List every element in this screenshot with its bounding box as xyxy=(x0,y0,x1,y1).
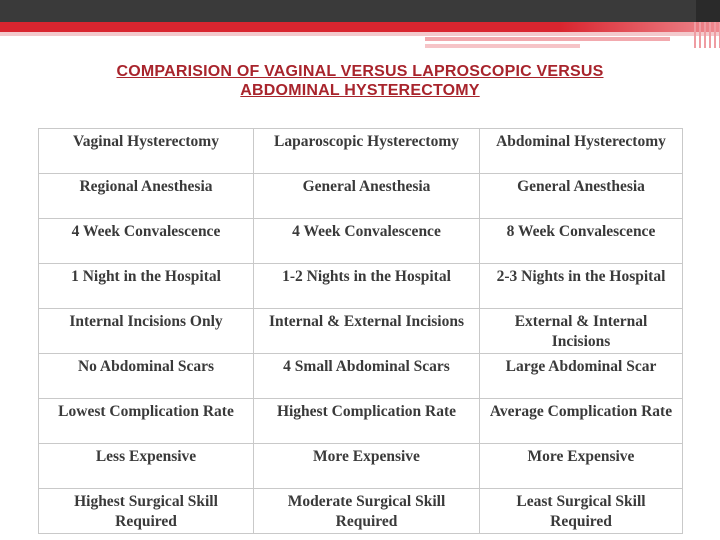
slide-title xyxy=(40,62,680,100)
header-accent-bar-short xyxy=(425,44,580,48)
table-cell-abdominal: 8 Week Convalescence xyxy=(480,219,683,264)
table-cell-abdominal: General Anesthesia xyxy=(480,174,683,219)
comparison-table xyxy=(38,128,683,534)
table-row xyxy=(39,354,683,399)
table-cell-vaginal: 1 Night in the Hospital xyxy=(39,264,254,309)
table-cell-vaginal: Internal Incisions Only xyxy=(39,309,254,354)
table-cell-laparoscopic: 4 Week Convalescence xyxy=(254,219,480,264)
table-cell-vaginal: 4 Week Convalescence xyxy=(39,219,254,264)
header-pink-strip xyxy=(0,32,720,36)
table-cell-laparoscopic: More Expensive xyxy=(254,444,480,489)
table-cell-abdominal: More Expensive xyxy=(480,444,683,489)
table-cell-laparoscopic: 1-2 Nights in the Hospital xyxy=(254,264,480,309)
table-cell-vaginal: Lowest Complication Rate xyxy=(39,399,254,444)
table-cell-laparoscopic: Moderate Surgical Skill Required xyxy=(254,489,480,534)
table-cell-abdominal: 2-3 Nights in the Hospital xyxy=(480,264,683,309)
table-row xyxy=(39,219,683,264)
table-cell-laparoscopic: Internal & External Incisions xyxy=(254,309,480,354)
table-row xyxy=(39,399,683,444)
table-cell-abdominal: Large Abdominal Scar xyxy=(480,354,683,399)
table-row xyxy=(39,309,683,354)
table-cell-abdominal: Abdominal Hysterectomy xyxy=(480,129,683,174)
table-row xyxy=(39,444,683,489)
header-dark-band-end xyxy=(696,0,720,22)
table-row xyxy=(39,264,683,309)
header-dark-band xyxy=(0,0,720,22)
header-corner-stripes xyxy=(694,22,720,48)
table-cell-abdominal: Average Complication Rate xyxy=(480,399,683,444)
table-cell-laparoscopic: Highest Complication Rate xyxy=(254,399,480,444)
header-accent-bar xyxy=(425,37,670,41)
table-cell-abdominal: Least Surgical Skill Required xyxy=(480,489,683,534)
table-cell-vaginal: Highest Surgical Skill Required xyxy=(39,489,254,534)
slide-title-line-2: ABDOMINAL HYSTERECTOMY xyxy=(240,82,480,99)
table-cell-laparoscopic: General Anesthesia xyxy=(254,174,480,219)
table-cell-vaginal: No Abdominal Scars xyxy=(39,354,254,399)
table-cell-vaginal: Regional Anesthesia xyxy=(39,174,254,219)
table-cell-abdominal: External & Internal Incisions xyxy=(480,309,683,354)
table-cell-laparoscopic: 4 Small Abdominal Scars xyxy=(254,354,480,399)
slide-title-line-1: COMPARISION OF VAGINAL VERSUS LAPROSCOPIC VERSUS xyxy=(116,63,604,80)
table-cell-laparoscopic: Laparoscopic Hysterectomy xyxy=(254,129,480,174)
table-row xyxy=(39,129,683,174)
table-cell-vaginal: Less Expensive xyxy=(39,444,254,489)
table-row xyxy=(39,174,683,219)
table-cell-vaginal: Vaginal Hysterectomy xyxy=(39,129,254,174)
table-row xyxy=(39,489,683,534)
